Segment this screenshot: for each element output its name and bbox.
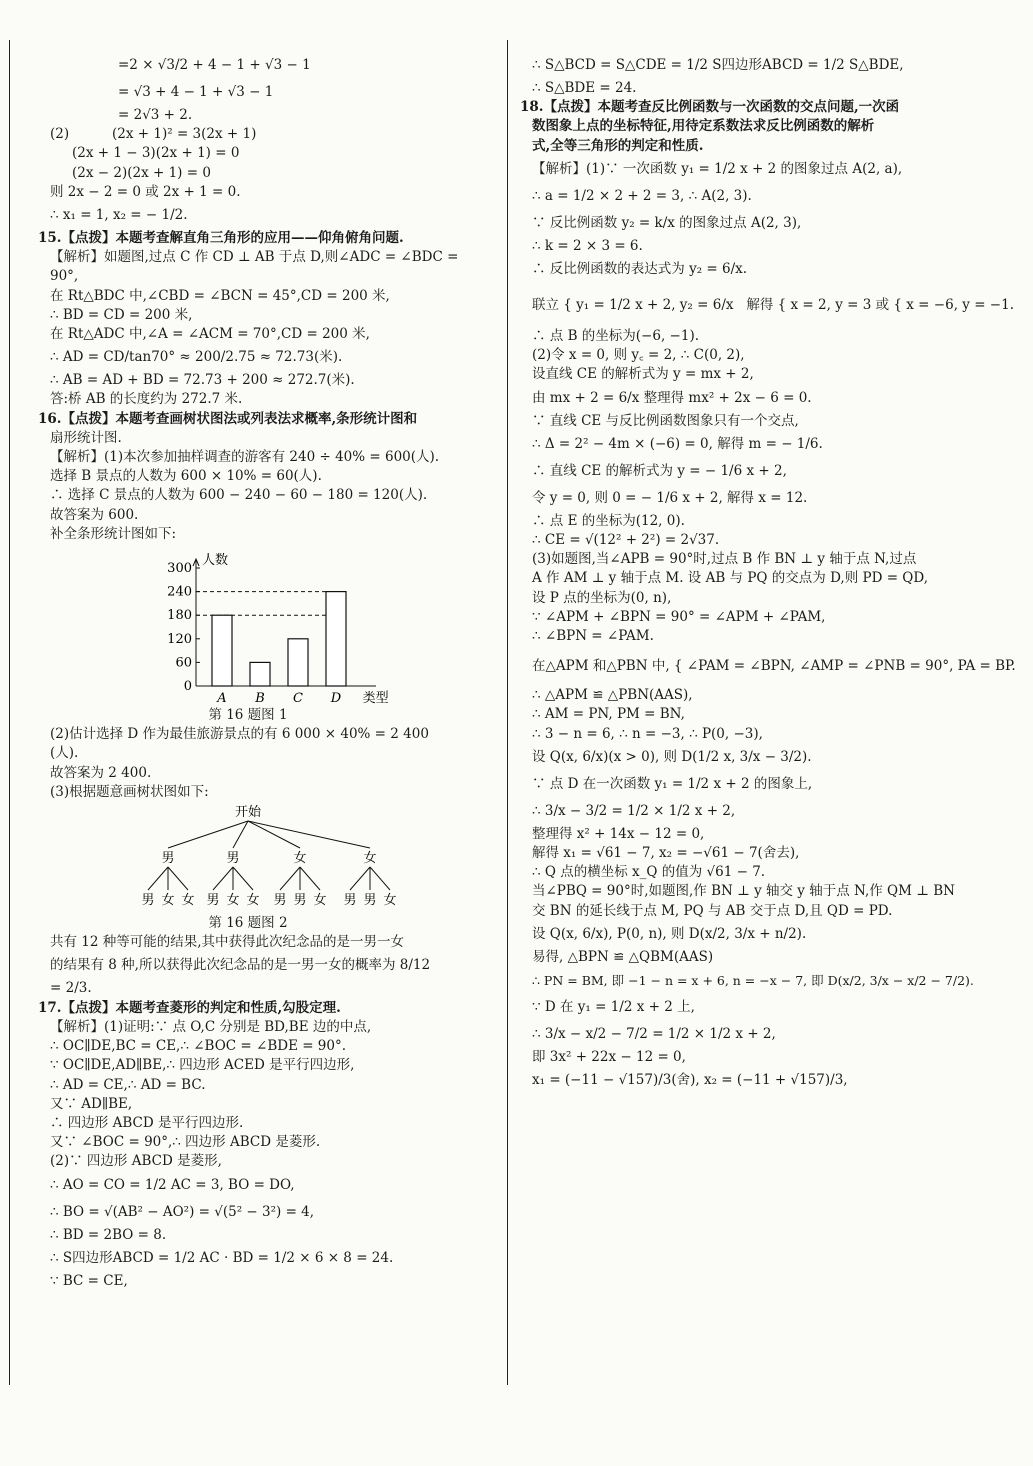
text-line: (2) (2x + 1)² = 3(2x + 1) (50, 126, 257, 143)
text-line: 当∠PBQ = 90°时,如题图,作 BN ⊥ y 轴交 y 轴于点 N,作 QM ⊥ BN (532, 883, 955, 900)
text-line: 【解析】如题图,过点 C 作 CD ⊥ AB 于点 D,则∠ADC = ∠BDC = (50, 249, 459, 266)
q17-solution (38, 999, 498, 1291)
text-line: ∴ AM = PN, PM = BN, (532, 706, 685, 723)
text-line: = 2/3. (50, 980, 92, 997)
tree-diagram (38, 802, 458, 914)
text-line: 补全条形统计图如下: (50, 525, 177, 542)
y-tick-label: 0 (183, 679, 192, 695)
tree-leaf: 女 (383, 893, 397, 909)
x-tick-label: A (217, 691, 227, 707)
tree-branch (280, 867, 300, 890)
text-line: ∴ S四边形ABCD = 1/2 AC · BD = 1/2 × 6 × 8 = 24. (50, 1249, 394, 1266)
left-margin-rule (9, 40, 10, 1385)
right-column (520, 52, 1016, 1094)
text-line: ∴ BD = CD = 200 米, (50, 306, 193, 323)
text-line: 联立 { y₁ = 1/2 x + 2, y₂ = 6/x 解得 { x = 2, y = 3 或 { x = −6, y = −1. (532, 297, 1014, 314)
text-line: ∵ BC = CE, (50, 1272, 128, 1289)
x-axis-label: 类型 (362, 691, 389, 707)
text-line: ∴ 点 B 的坐标为(−6, −1). (532, 328, 700, 345)
text-line: ∴ BD = 2BO = 8. (50, 1226, 167, 1243)
tree-leaf: 男 (206, 893, 220, 909)
text-line: (2)令 x = 0, 则 y꜀ = 2, ∴ C(0, 2), (532, 347, 745, 364)
text-line: ∵ D 在 y₁ = 1/2 x + 2 上, (532, 999, 695, 1016)
text-line: ∴ ∠BPN = ∠PAM. (532, 628, 654, 645)
question-heading: 18.【点拨】本题考查反比例函数与一次函数的交点问题,一次函 (520, 99, 900, 116)
text-line: 式,全等三角形的判定和性质. (532, 137, 704, 154)
text-line: 选择 B 景点的人数为 600 × 10% = 60(人). (50, 468, 322, 485)
text-line: 故答案为 2 400. (50, 764, 152, 781)
text-line: ∴ a = 1/2 × 2 + 2 = 3, ∴ A(2, 3). (532, 187, 752, 204)
text-line: ∴ BO = √(AB² − AO²) = √(5² − 3²) = 4, (50, 1203, 315, 1220)
bar (288, 639, 308, 686)
text-line: 设 P 点的坐标为(0, n), (532, 589, 672, 606)
text-line: ∴ 直线 CE 的解析式为 y = − 1/6 x + 2, (532, 462, 787, 479)
text-line: = 2√3 + 2. (118, 107, 193, 123)
y-tick-label: 120 (167, 631, 192, 647)
text-line: ∴ 3/x − 3/2 = 1/2 × 1/2 x + 2, (532, 802, 736, 819)
text-line: 整理得 x² + 14x − 12 = 0, (532, 825, 705, 842)
text-line: 设 Q(x, 6/x), P(0, n), 则 D(x/2, 3/x + n/2). (532, 925, 807, 942)
figure-caption: 第 16 题图 2 (208, 915, 288, 932)
text-line: ∴ AB = AD + BD = 72.73 + 200 ≈ 272.7(米). (50, 372, 355, 389)
text-line: ∴ AD = CD/tan70° ≈ 200/2.75 ≈ 72.73(米). (50, 349, 343, 366)
text-line: 解得 x₁ = √61 − 7, x₂ = −√61 − 7(舍去), (532, 845, 800, 862)
tree-leaf: 女 (181, 893, 195, 909)
x-tick-label: D (330, 691, 342, 707)
text-line: (3)如题图,当∠APB = 90°时,过点 B 作 BN ⊥ y 轴于点 N,过点 (532, 551, 917, 568)
text-line: ∴ 点 E 的坐标为(12, 0). (532, 512, 685, 529)
tree-node: 男 (161, 851, 175, 867)
bar (212, 615, 232, 686)
text-line: ∴ Q 点的横坐标 x_Q 的值为 √61 − 7. (532, 864, 766, 881)
bar-chart (38, 546, 458, 706)
text-line: ∵ 直线 CE 与反比例函数图象只有一个交点, (532, 412, 799, 429)
text-line: ∵ 点 D 在一次函数 y₁ = 1/2 x + 2 的图象上, (532, 775, 813, 792)
tree-node: 女 (293, 851, 307, 867)
left-column (38, 52, 498, 1291)
text-line: ∴ OC∥DE,BC = CE,∴ ∠BOC = ∠BDE = 90°. (50, 1038, 347, 1055)
text-line: 数图象上点的坐标特征,用待定系数法求反比例函数的解析 (532, 118, 875, 135)
tree-branch (168, 867, 188, 890)
text-line: ∴ Δ = 2² − 4m × (−6) = 0, 解得 m = − 1/6. (532, 435, 823, 452)
tree-leaf: 女 (313, 893, 327, 909)
text-line: A 作 AM ⊥ y 轴于点 M. 设 AB 与 PQ 的交点为 D,则 PD = QD, (532, 570, 929, 587)
tree-leaf: 女 (246, 893, 260, 909)
text-line: 又∵ AD∥BE, (50, 1095, 133, 1112)
text-line: ∴ S△BDE = 24. (532, 80, 637, 96)
tree-leaf: 女 (161, 893, 175, 909)
text-line: 的结果有 8 种,所以获得此次纪念品的是一男一女的概率为 8/12 (50, 957, 431, 974)
text-line: ∴ AD = CE,∴ AD = BC. (50, 1076, 206, 1093)
text-line: 【解析】(1)证明:∵ 点 O,C 分别是 BD,BE 边的中点, (50, 1018, 372, 1035)
q17-continued (520, 52, 990, 98)
tree-node: 女 (363, 851, 377, 867)
text-line: 故答案为 600. (50, 506, 139, 523)
tree-leaf: 男 (273, 893, 287, 909)
tree-branch (168, 821, 248, 848)
question-heading: 16.【点拨】本题考查画树状图法或列表法求概率,条形统计图和 (38, 410, 418, 427)
text-line: ∴ 3 − n = 6, ∴ n = −3, ∴ P(0, −3), (532, 725, 763, 742)
text-line: 交 BN 的延长线于点 M, PQ 与 AB 交于点 D,且 QD = PD. (532, 902, 893, 919)
y-tick-label: 60 (175, 655, 192, 671)
text-line: ∴ PN = BM, 即 −1 − n = x + 6, n = −x − 7, 即 D(x/2, 3/x − x/2 − 7/2). (532, 973, 974, 989)
tree-branch (370, 867, 390, 890)
figure-caption: 第 16 题图 1 (208, 707, 288, 724)
y-tick-label: 300 (167, 561, 192, 577)
text-line: 答:桥 AB 的长度约为 272.7 米. (50, 391, 243, 408)
text-line: 90°, (50, 268, 79, 285)
text-line: ∴ 反比例函数的表达式为 y₂ = 6/x. (532, 261, 748, 278)
text-line: 共有 12 种等可能的结果,其中获得此次纪念品的是一男一女 (50, 934, 405, 951)
tree-leaf: 男 (363, 893, 377, 909)
tree-leaf: 女 (226, 893, 240, 909)
tree-branch (213, 867, 233, 890)
y-tick-label: 240 (167, 584, 192, 600)
tree-leaf: 男 (293, 893, 307, 909)
text-line: ∴ 3/x − x/2 − 7/2 = 1/2 × 1/2 x + 2, (532, 1026, 776, 1043)
text-line: = √3 + 4 − 1 + √3 − 1 (118, 84, 274, 100)
tree-branch (248, 821, 300, 848)
text-line: 易得, △BPN ≌ △QBM(AAS) (532, 948, 714, 965)
question-heading: 15.【点拨】本题考查解直角三角形的应用——仰角俯角问题. (38, 230, 404, 247)
text-line: ∵ OC∥DE,AD∥BE,∴ 四边形 ACED 是平行四边形, (50, 1057, 355, 1074)
question-heading: 17.【点拨】本题考查菱形的判定和性质,勾股定理. (38, 999, 341, 1016)
text-line: 则 2x − 2 = 0 或 2x + 1 = 0. (50, 183, 241, 200)
text-line: ∵ ∠APM + ∠BPN = 90° = ∠APM + ∠PAM, (532, 608, 826, 625)
text-line: 设 Q(x, 6/x)(x > 0), 则 D(1/2 x, 3/x − 3/2). (532, 748, 812, 765)
text-line: (3)根据题意画树状图如下: (50, 783, 209, 800)
text-line: 扇形统计图. (50, 429, 122, 446)
text-line: 在 Rt△BDC 中,∠CBD = ∠BCN = 45°,CD = 200 米, (50, 287, 390, 304)
q14-solution (38, 52, 498, 229)
text-line: ∴ k = 2 × 3 = 6. (532, 237, 643, 254)
text-line: x₁ = (−11 − √157)/3(舍), x₂ = (−11 + √157)/3, (532, 1072, 848, 1089)
text-line: ∴ x₁ = 1, x₂ = − 1/2. (50, 207, 188, 224)
tree-branch (300, 867, 320, 890)
tree-branch (148, 867, 168, 890)
text-line: ∵ 反比例函数 y₂ = k/x 的图象过点 A(2, 3), (532, 214, 802, 231)
text-line: 由 mx + 2 = 6/x 整理得 mx² + 2x − 6 = 0. (532, 389, 812, 406)
text-line: 即 3x² + 22x − 12 = 0, (532, 1049, 686, 1066)
text-line: ∴ AO = CO = 1/2 AC = 3, BO = DO, (50, 1176, 295, 1193)
y-tick-label: 180 (167, 608, 192, 624)
text-line: 在△APM 和△PBN 中, { ∠PAM = ∠BPN, ∠AMP = ∠PNB = 90°, PA = BP. (532, 658, 1016, 675)
text-line: ∴ 四边形 ABCD 是平行四边形. (50, 1114, 244, 1131)
text-line: ∴ △APM ≌ △PBN(AAS), (532, 687, 693, 704)
text-line: =2 × √3/2 + 4 − 1 + √3 − 1 (118, 57, 311, 73)
text-line: (2x − 2)(2x + 1) = 0 (72, 164, 211, 181)
text-line: 又∵ ∠BOC = 90°,∴ 四边形 ABCD 是菱形. (50, 1134, 321, 1151)
tree-root: 开始 (234, 805, 262, 821)
text-line: (2x + 1 − 3)(2x + 1) = 0 (72, 145, 240, 162)
tree-branch (248, 821, 370, 848)
tree-leaf: 男 (343, 893, 357, 909)
bar (250, 662, 270, 686)
tree-branch (350, 867, 370, 890)
x-tick-label: B (255, 691, 265, 707)
text-line: 【解析】(1)∵ 一次函数 y₁ = 1/2 x + 2 的图象过点 A(2, a), (532, 160, 903, 177)
text-line: 【解析】(1)本次参加抽样调查的游客有 240 ÷ 40% = 600(人). (50, 449, 440, 466)
q18-solution (520, 98, 1016, 1094)
bar (326, 592, 346, 686)
x-tick-label: C (293, 691, 303, 707)
y-axis-label: 人数 (202, 553, 229, 569)
text-line: 在 Rt△ADC 中,∠A = ∠ACM = 70°,CD = 200 米, (50, 326, 370, 343)
text-line: ∴ S△BCD = S△CDE = 1/2 S四边形ABCD = 1/2 S△BDE, (532, 57, 904, 73)
q15-solution (38, 229, 498, 410)
tree-branch (233, 867, 253, 890)
text-line: 令 y = 0, 则 0 = − 1/6 x + 2, 解得 x = 12. (532, 489, 808, 506)
text-line: 设直线 CE 的解析式为 y = mx + 2, (532, 366, 754, 383)
text-line: (2)估计选择 D 作为最佳旅游景点的有 6 000 × 40% = 2 400 (50, 726, 429, 743)
text-line: (2)∵ 四边形 ABCD 是菱形, (50, 1153, 222, 1170)
tree-node: 男 (226, 851, 240, 867)
text-line: ∴ CE = √(12² + 2²) = 2√37. (532, 532, 720, 549)
q16-solution (38, 410, 498, 999)
text-line: ∴ 选择 C 景点的人数为 600 − 240 − 60 − 180 = 120(人). (50, 487, 428, 504)
column-divider (507, 40, 508, 1385)
tree-leaf: 男 (141, 893, 155, 909)
text-line: (人). (50, 745, 79, 762)
